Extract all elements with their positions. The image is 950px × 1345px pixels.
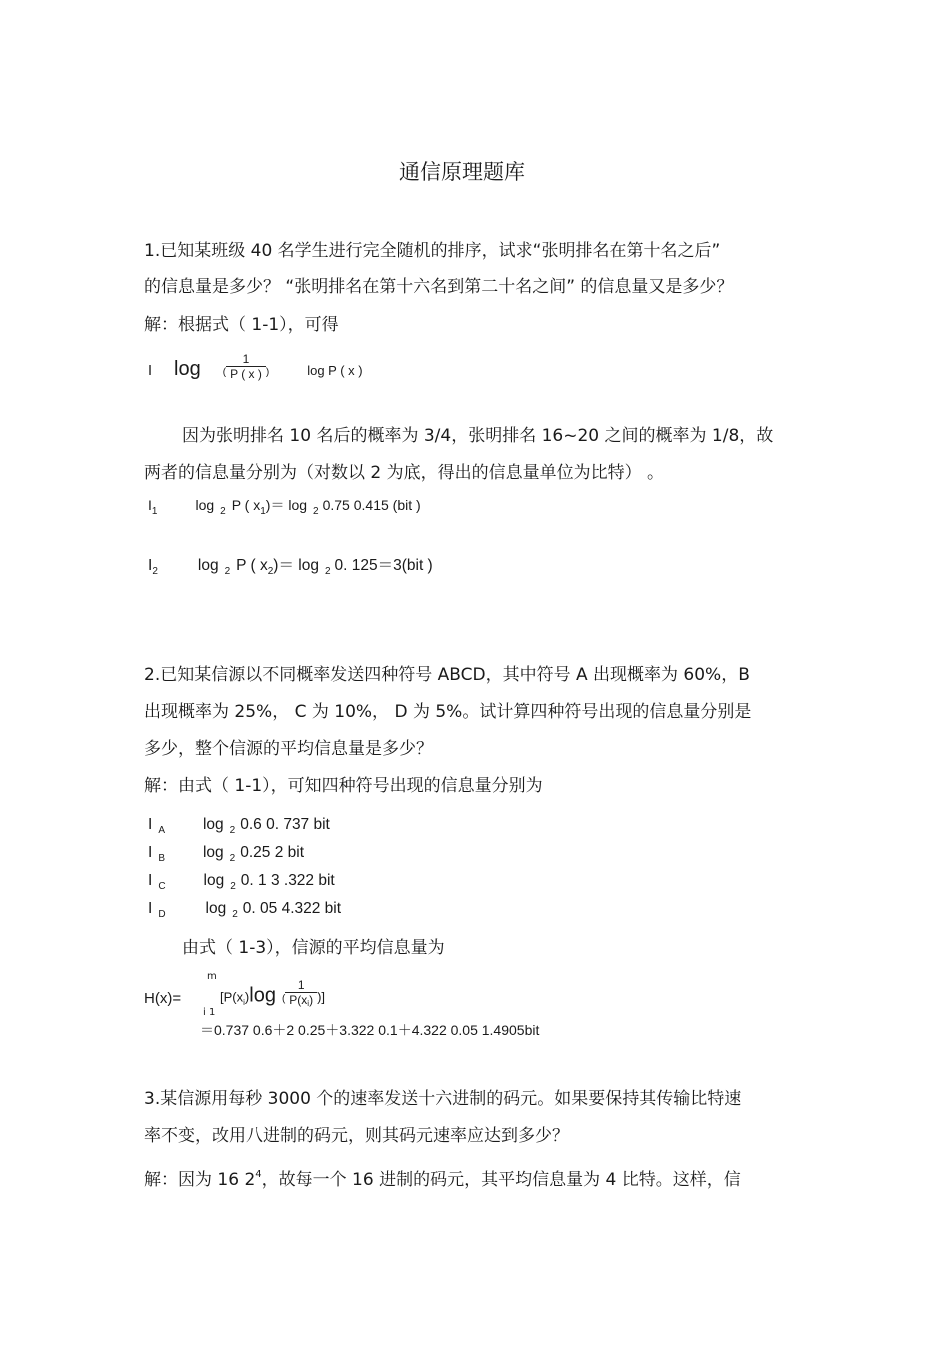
q1-para-line1: 因为张明排名 10 名后的概率为 3/4，张明排名 16~20 之间的概率为 1/8，故 bbox=[182, 426, 774, 446]
q3-solution: 解：因为 16 $2^4$，故每一个 16 进制的码元，其平均信息量为 4 比特。这样，信 bbox=[144, 1169, 741, 1190]
q1-formula-i2: $I_2$ log $_2$ P ( $x_2)= \log _2$ 0. 125＝3(bit ) bbox=[148, 557, 433, 577]
q2-text-line3: 多少，整个信源的平均信息量是多少？ bbox=[144, 739, 433, 759]
q1-text-line2: 的信息量是多少？ “张明排名在第十六名到第二十名之间” 的信息量又是多少？ bbox=[144, 277, 734, 297]
q2-info-b: I $_B$ log $_2$ 0.25 2 bit bbox=[148, 844, 305, 864]
q2-info-d: I $_D$ log $_2$ 0. 05 4.322 bit bbox=[148, 900, 342, 920]
q3-text-line2: 率不变，改用八进制的码元，则其码元速率应达到多少？ bbox=[144, 1126, 569, 1146]
q1-solution-intro: 解：根据式（ 1-1），可得 bbox=[144, 315, 339, 335]
fraction: $\frac{1}{P ( x )}$ bbox=[226, 352, 266, 382]
sum-upper-limit: m bbox=[207, 971, 217, 982]
q1-text-line1: 1.已知某班级 40 名学生进行完全随机的排序，试求“张明排名在第十名之后” bbox=[144, 241, 721, 261]
sum-lower-limit: i 1 bbox=[203, 1007, 216, 1018]
q3-text-line1: 3.某信源用每秒 3000 个的速率发送十六进制的码元。如果要保持其传输比特速 bbox=[144, 1089, 742, 1109]
q2-text-line1: 2.已知某信源以不同概率发送四种符号 ABCD，其中符号 A 出现概率为 60%，B bbox=[144, 665, 750, 685]
q2-para: 由式（ 1-3），信源的平均信息量为 bbox=[182, 938, 445, 958]
q2-text-line2: 出现概率为 25%， C 为 10%， D 为 5%。试计算四种符号出现的信息量分别是 bbox=[144, 702, 752, 722]
q2-info-c: I $_C$ log $_2$ 0. 1 3 .322 bit bbox=[148, 872, 335, 892]
q1-para-line2: 两者的信息量分别为（对数以 2 为底，得出的信息量单位为比特） 。 bbox=[144, 463, 665, 483]
q1-formula-i1: $I_1$ log $_2$ P ( $x_1)= \log _2$ 0.75 0.415 (bit ) bbox=[148, 497, 421, 517]
q2-entropy-formula: [$P(x_i)\log$ ( $\frac{1}{P(xi)}$ )] bbox=[220, 978, 326, 1008]
page-title: 通信原理题库 bbox=[399, 160, 525, 184]
q2-entropy-value: ＝0.737 0.6＋2 0.25＋3.322 0.1＋4.322 0.05 1.4905bit bbox=[200, 1022, 540, 1038]
q2-entropy-lhs: H(x)= bbox=[144, 990, 182, 1007]
fraction: $\frac{1}{P(xi)}$ bbox=[285, 978, 317, 1009]
q2-solution-intro: 解：由式（ 1-1），可知四种符号出现的信息量分别为 bbox=[144, 776, 543, 796]
q1-formula-info: I log ( $\frac{1}{P ( x )}$ ) log P ( x ) bbox=[148, 352, 363, 382]
q2-info-a: I $_A$ log $_2$ 0.6 0. 737 bit bbox=[148, 816, 330, 836]
